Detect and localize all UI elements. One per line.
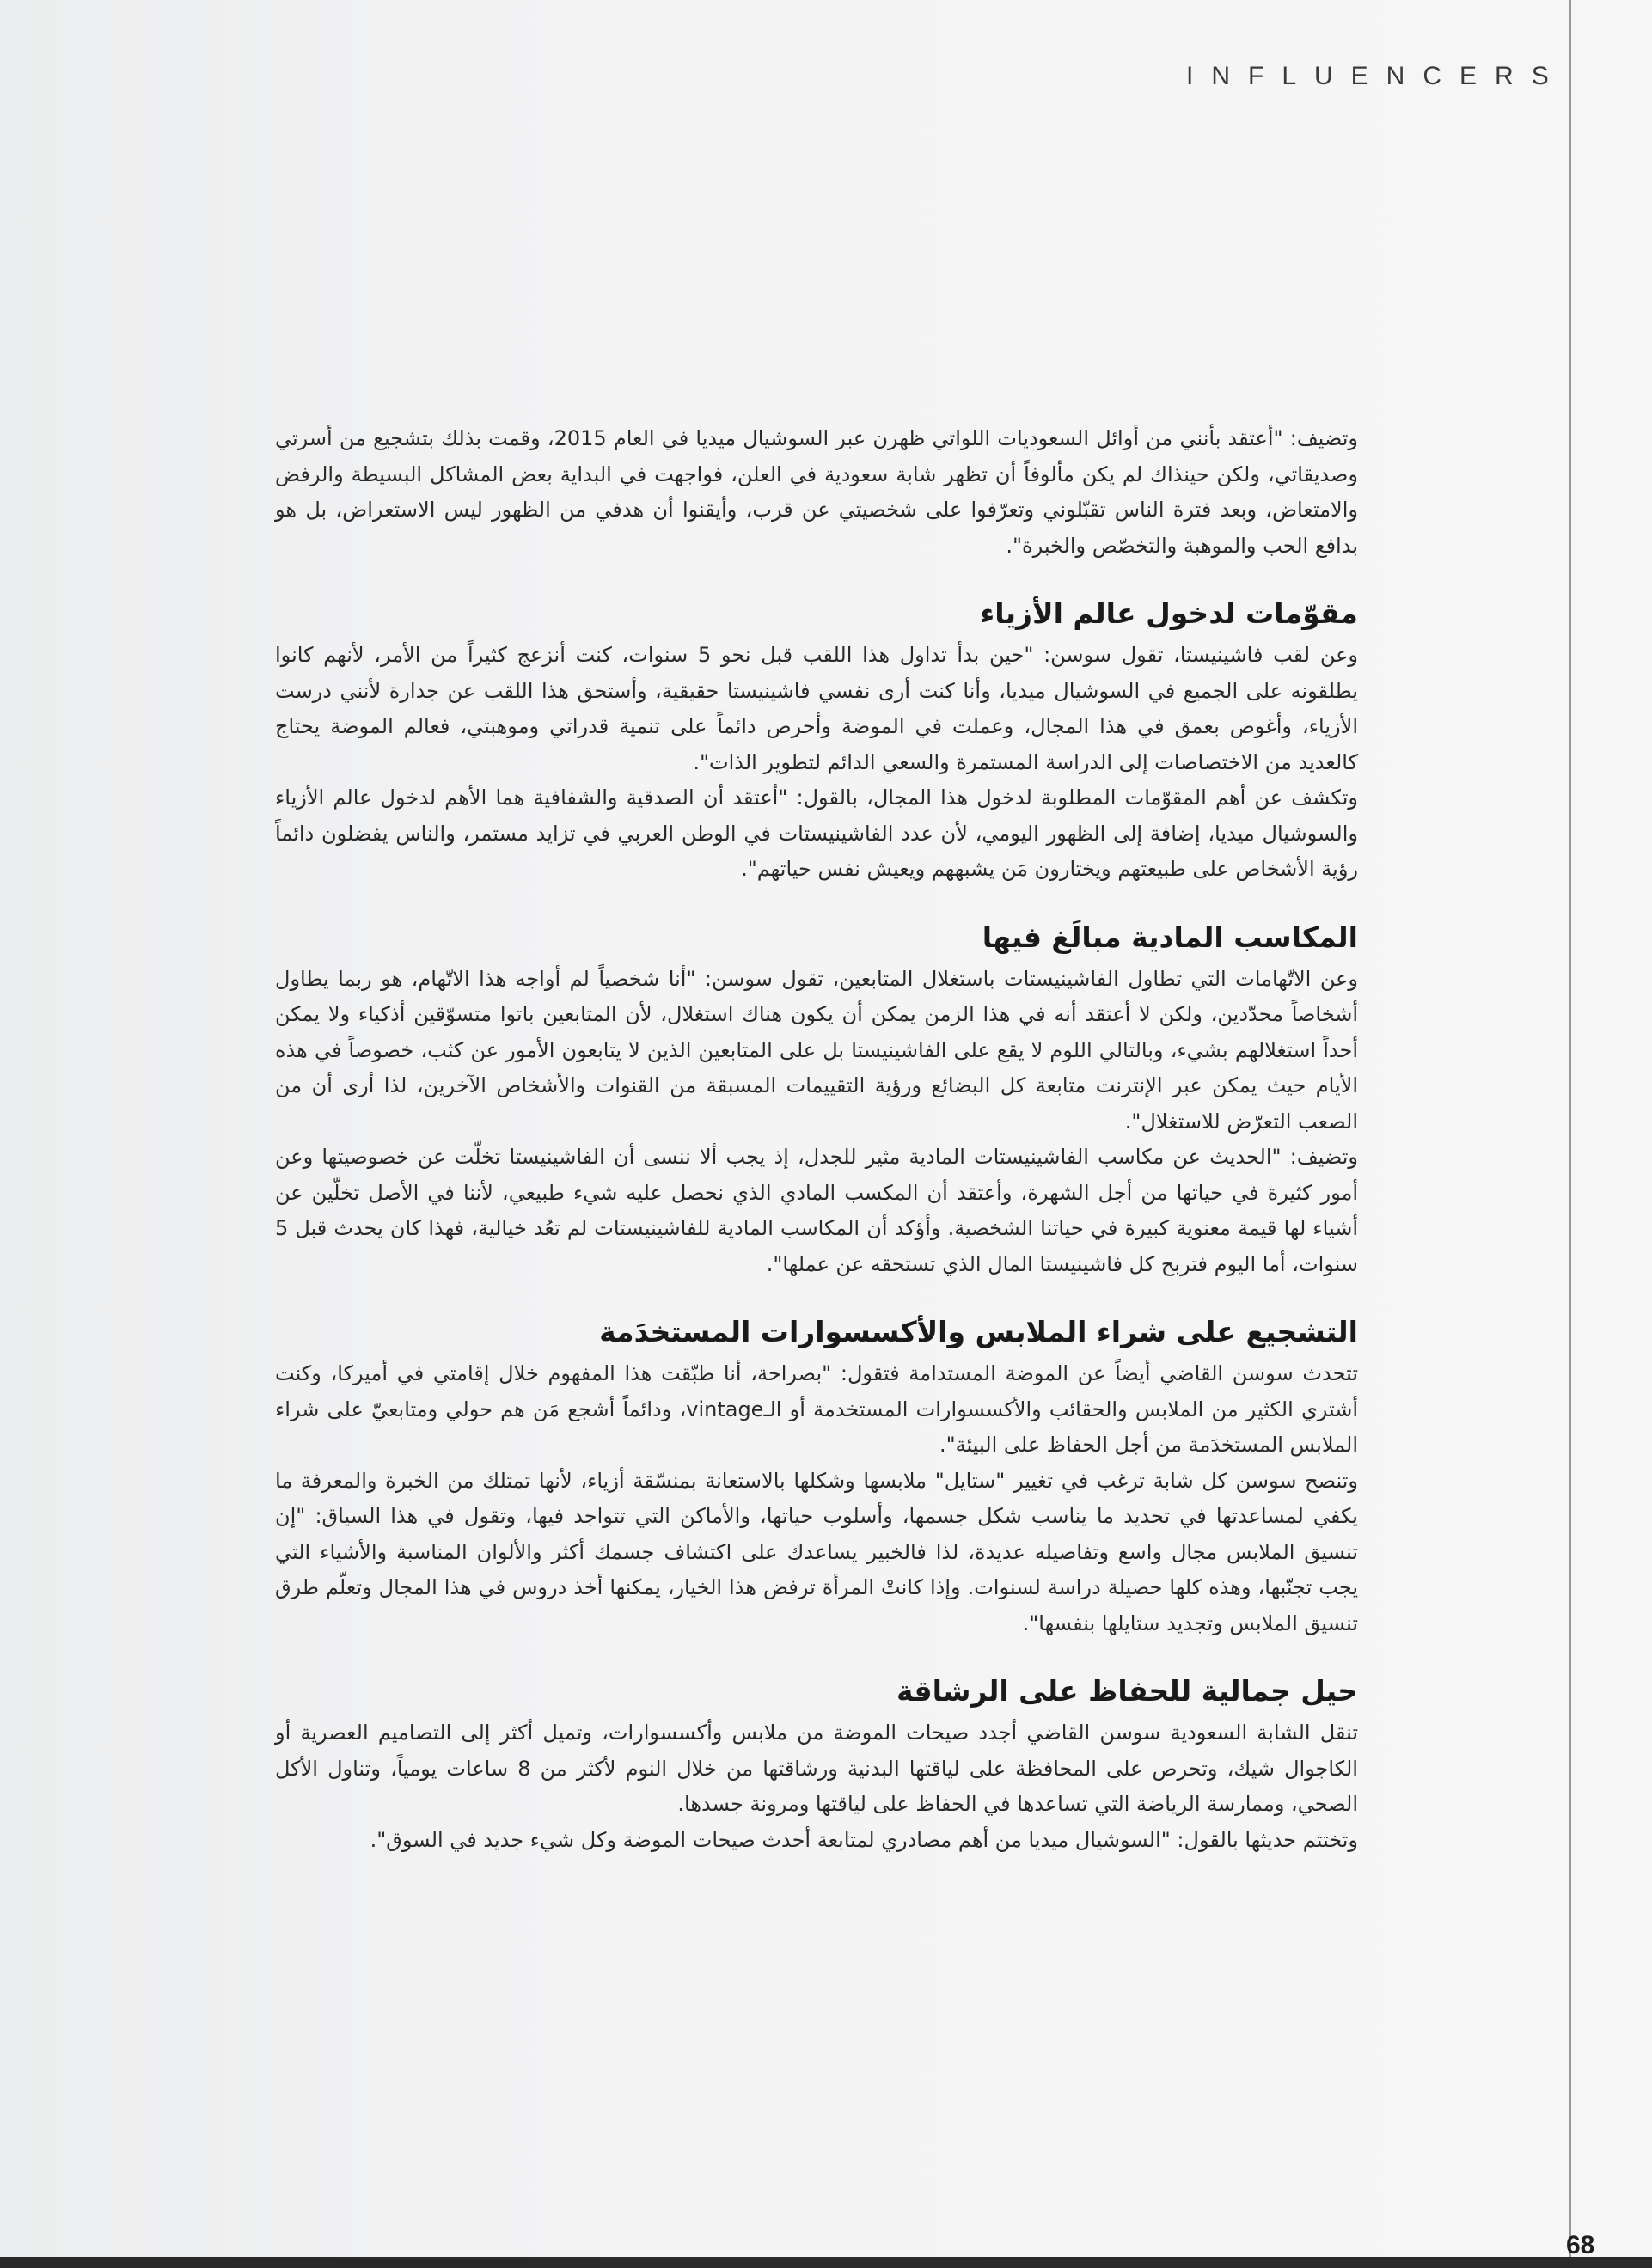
article-body [275,421,1358,1858]
bottom-edge-band [0,2257,1652,2268]
section-heading: حيل جمالية للحفاظ على الرشاقة [896,1674,1358,1708]
body-paragraph: تنقل الشابة السعودية سوسن القاضي أجدد صيحات الموضة من ملابس وأكسسوارات، وتميل أكثر إلى التصاميم العصرية أو الكاجوال شيك، وتحرص على المحافظة على لياقتها البدنية ورشاقتها من خلال النوم لأكثر من 8 ساعات يومياً، وتناول الأكل الصحي، وممارسة الرياضة التي تساعدها في الحفاظ على لياقتها ومرونة جسدها. [275,1721,1358,1816]
body-paragraph: وتكشف عن أهم المقوّمات المطلوبة لدخول هذا المجال، بالقول: "أعتقد أن الصدقية والشفافية هما الأهم لدخول عالم الأزياء والسوشيال ميديا، إضافة إلى الظهور اليومي، لأن عدد الفاشينيستات في الوطن العربي في تزايد مستمر، والناس يفضلون دائماً رؤية الأشخاص على طبيعتهم ويختارون مَن يشبههم ويعيش نفس حياتهم". [275,786,1358,881]
body-paragraph: تتحدث سوسن القاضي أيضاً عن الموضة المستدامة فتقول: "بصراحة، أنا طبّقت هذا المفهوم خلال إقامتي في أميركا، وكنت أشتري الكثير من الملابس والحقائب والأكسسوارات المستخدمة أو الـvintage، ودائماً أشجع مَن هم حولي ومتابعيّ على شراء الملابس المستخدَمة من أجل الحفاظ على البيئة". [275,1361,1358,1457]
body-paragraph: وعن لقب فاشينيستا، تقول سوسن: "حين بدأ تداول هذا اللقب قبل نحو 5 سنوات، كنت أنزعج كثيراً من الأمر، لأنهم كانوا يطلقونه على الجميع في السوشيال ميديا، وأنا كنت أرى نفسي فاشينيستا حقيقية، وأستحق هذا اللقب عن جدارة لأنني درست الأزياء، وأغوص بعمق في هذا المجال، وعملت في الموضة وأحرص دائماً على تنمية قدراتي وموهبتي، فعالم الموضة يحتاج كالعديد من الاختصاصات إلى الدراسة المستمرة والسعي الدائم لتطوير الذات". [275,643,1358,774]
page-number: 68 [1566,2231,1595,2259]
section-heading: مقوّمات لدخول عالم الأزياء [980,596,1358,630]
section-heading: المكاسب المادية مبالَغ فيها [982,920,1358,954]
intro-paragraph: وتضيف: "أعتقد بأنني من أوائل السعوديات اللواتي ظهرن عبر السوشيال ميديا في العام 2015، وقمت بذلك بتشجيع من أسرتي وصديقاتي، ولكن حينذاك لم يكن مألوفاً أن تظهر شابة سعودية في العلن، فواجهت في البداية بعض المشاكل البسيطة والرفض والامتعاض، وبعد فترة الناس تقبّلوني وتعرّفوا على شخصيتي عن قرب، وأيقنوا أن هدفي من الظهور ليس الاستعراض، بل هو بدافع الحب والموهبة والتخصّص والخبرة". [275,426,1358,558]
section-heading: التشجيع على شراء الملابس والأكسسوارات المستخدَمة [599,1315,1358,1348]
body-paragraph: وتضيف: "الحديث عن مكاسب الفاشينيستات المادية مثير للجدل، إذ يجب ألا ننسى أن الفاشينيستا تخلّت عن خصوصيتها وعن أمور كثيرة في حياتها من أجل الشهرة، وأعتقد أن المكسب المادي الذي نحصل عليه شيء طبيعي، لأننا في الأصل تخلّين عن أشياء لها قيمة معنوية كبيرة في حياتنا الشخصية. وأؤكد أن المكاسب المادية للفاشينيستات لم تعُد خيالية، فهذا كان يحدث قبل 5 سنوات، أما اليوم فتربح كل فاشينيستا المال الذي تستحقه عن عملها". [275,1145,1358,1276]
body-paragraph: وتختتم حديثها بالقول: "السوشيال ميديا من أهم مصادري لمتابعة أحدث صيحات الموضة وكل شيء جديد في السوق". [370,1827,1358,1852]
body-paragraph: وعن الاتّهامات التي تطاول الفاشينيستات باستغلال المتابعين، تقول سوسن: "أنا شخصياً لم أواجه هذا الاتّهام، هو ربما يطاول أشخاصاً محدّدين، ولكن لا أعتقد أنه في هذا الزمن يمكن أن يكون هناك استغلال، لأن المتابعين باتوا متسوّقين أذكياء ولا يمكن أحداً استغلالهم بشيء، وبالتالي اللوم لا يقع على الفاشينيستا بل على المتابعين الذين لا يتابعون الأمور عن كثب، خصوصاً في هذه الأيام حيث يمكن عبر الإنترنت متابعة كل البضائع ورؤية التقييمات المسبقة من القنوات والأشخاص الآخرين، لذا أرى أن من الصعب التعرّض للاستغلال". [275,966,1358,1134]
section-label: INFLUENCERS [1186,62,1567,90]
body-paragraph: وتنصح سوسن كل شابة ترغب في تغيير "ستايل" ملابسها وشكلها بالاستعانة بمنسّقة أزياء، لأنها تمتلك من الخبرة والمعرفة ما يكفي لمساعدتها في تحديد ما يناسب شكل جسمها، وأسلوب حياتها، والأماكن التي تتواجد فيها، وتقول في هذا السياق: "إن تنسيق الملابس مجال واسع وتفاصيله عديدة، لذا فالخبير يساعدك على اكتشاف جسمك أكثر والألوان المناسبة والأشياء التي يجب تجنّبها، وهذه كلها حصيلة دراسة لسنوات. وإذا كانتْ المرأة ترفض هذا الخيار، يمكنها أخذ دروس في هذا المجال وتعلّم طرق تنسيق الملابس وتجديد ستايلها بنفسها". [275,1468,1358,1635]
page-edge-line [1569,0,1571,2268]
